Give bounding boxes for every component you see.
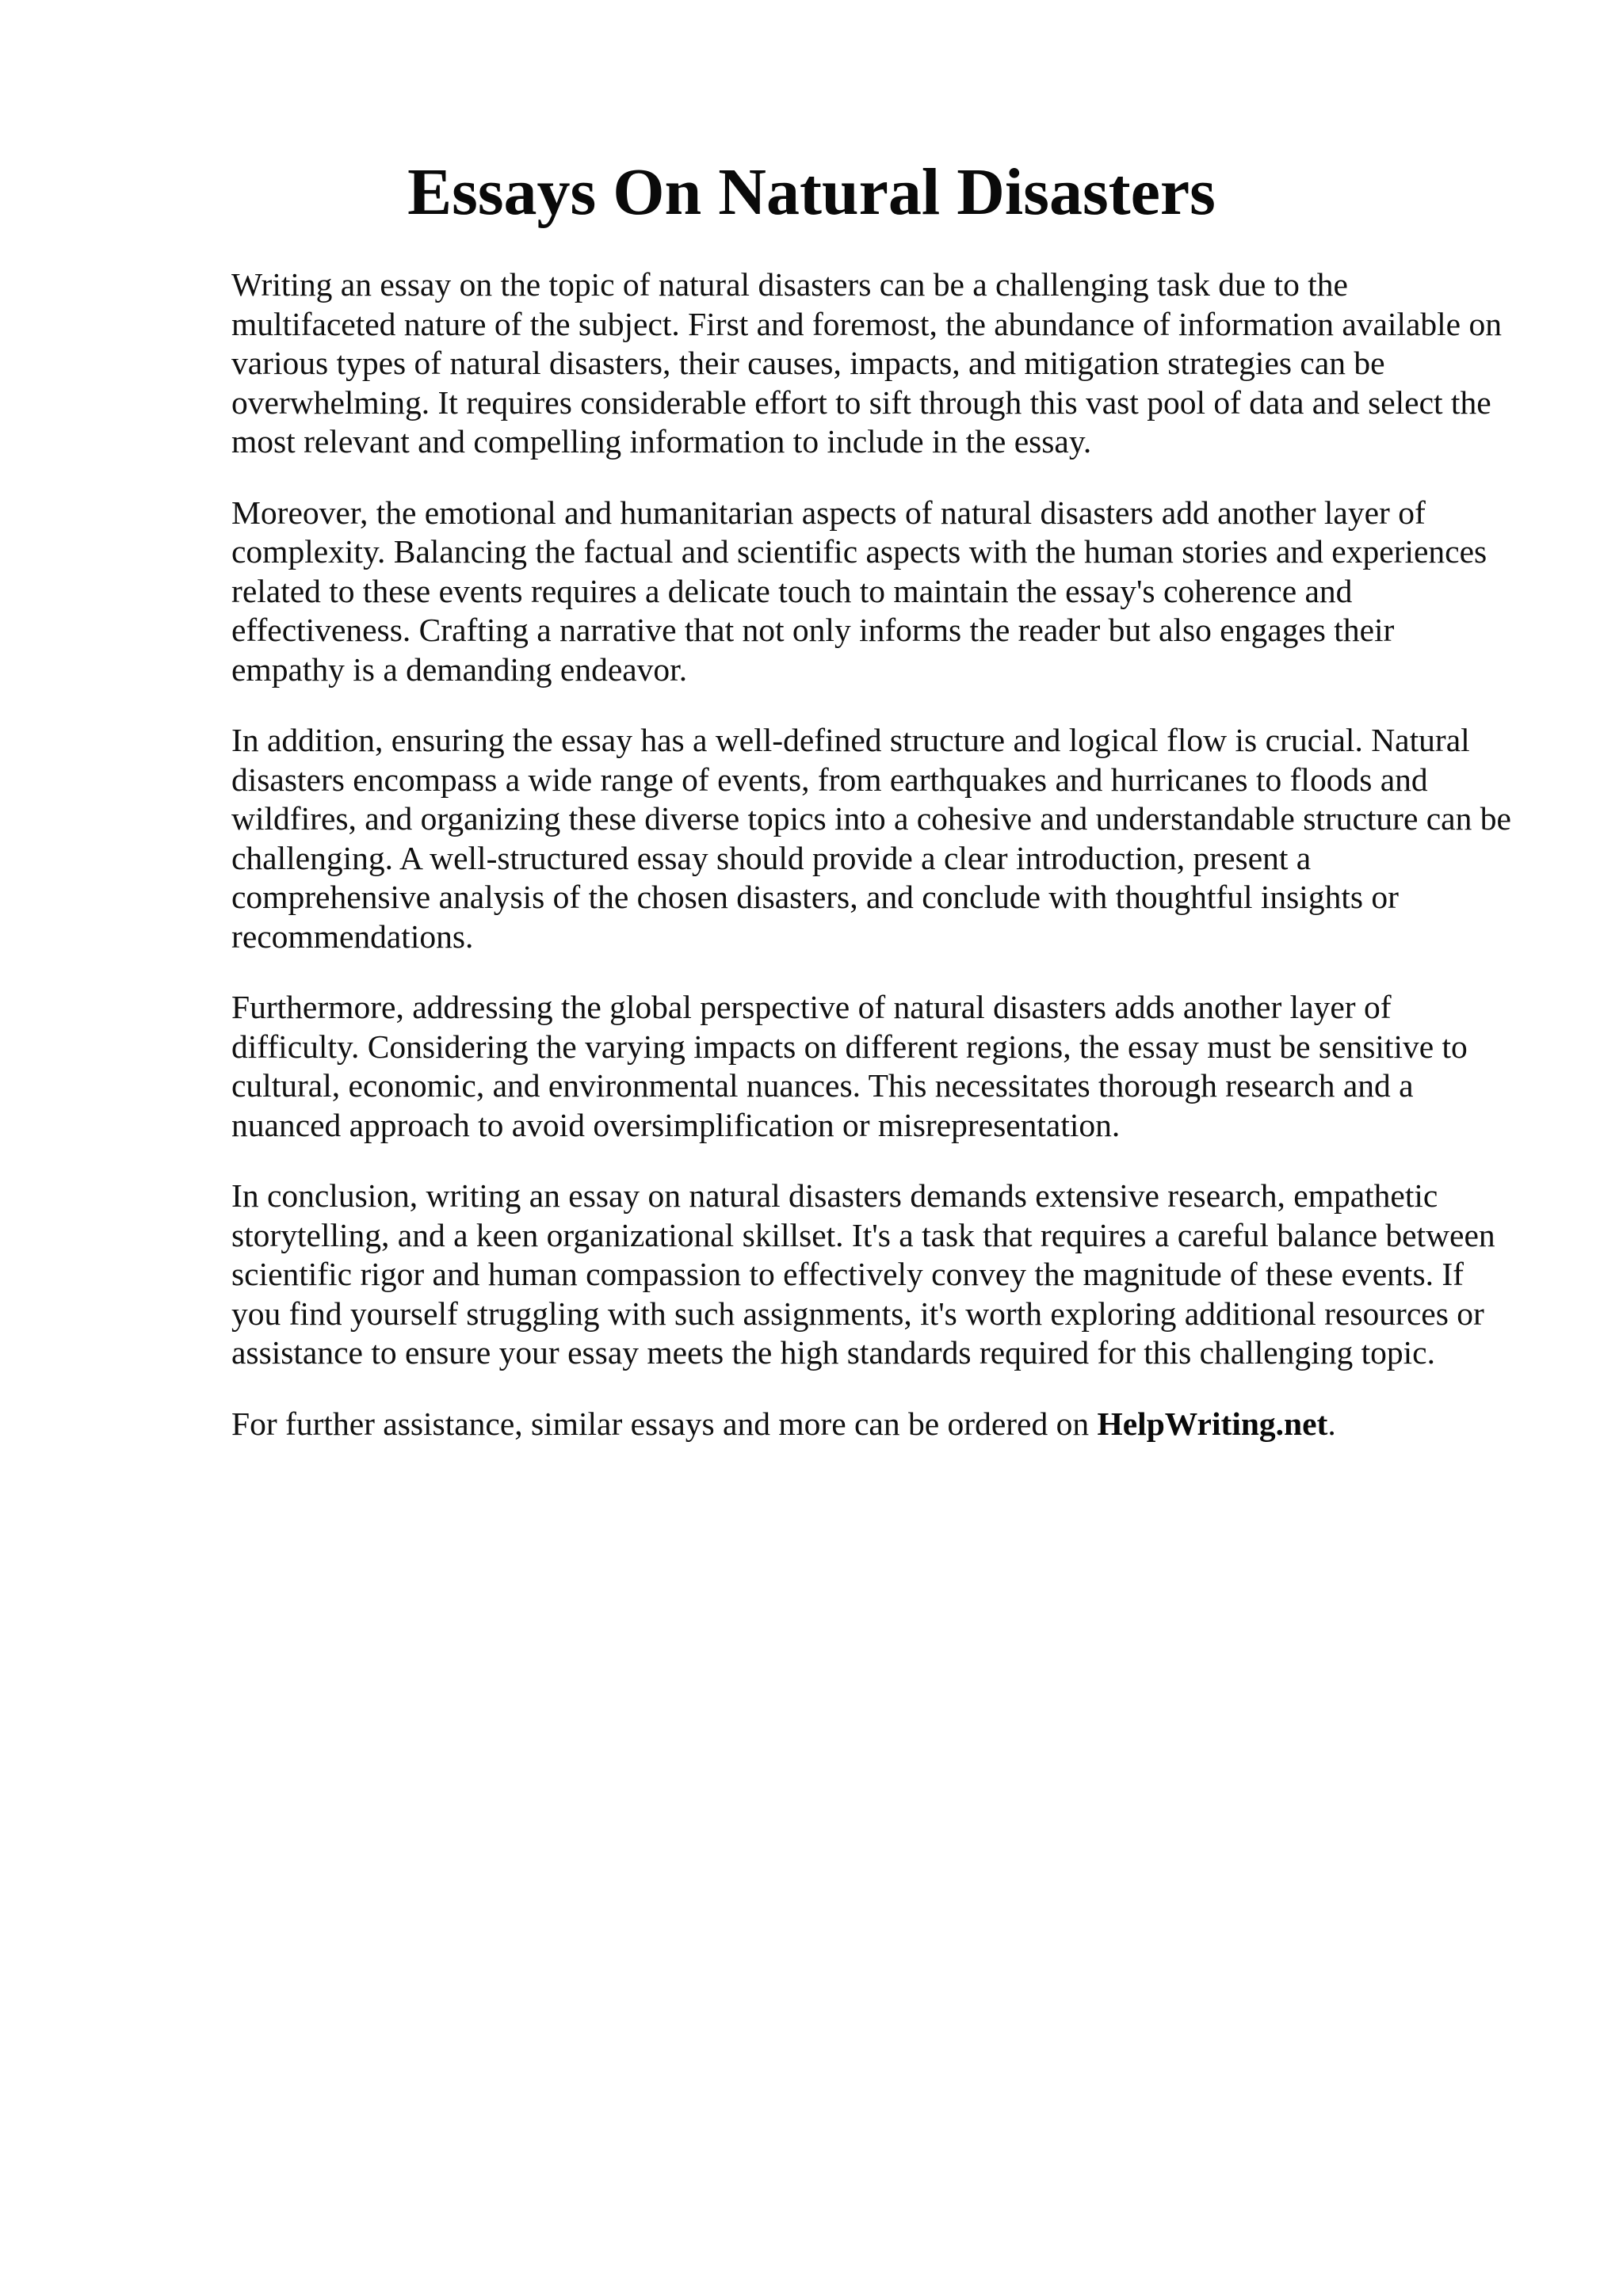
brand-name: HelpWriting.net — [1097, 1405, 1328, 1442]
essay-body — [231, 265, 1515, 1475]
closing-paragraph — [231, 1405, 1515, 1444]
paragraph-3: In addition, ensuring the essay has a well-defined structure and logical flow is crucial. Natural disasters encompass a wide range of events, from earthquakes and hurricanes to floods and wildfires, and organizing these diverse topics into a cohesive and understandable structure can be challenging. A well-structured essay should provide a clear introduction, present a comprehensive analysis of the chosen disasters, and conclude with thoughtful insights or recommendations. — [231, 722, 1511, 955]
closing-text: For further assistance, similar essays and more can be ordered on — [231, 1405, 1098, 1442]
paragraph-1: Writing an essay on the topic of natural disasters can be a challenging task due to the multifaceted nature of the subject. First and foremost, the abundance of information available on various types of natural disasters, their causes, impacts, and mitigation strategies can be overwhelming. It requires considerable effort to sift through this vast pool of data and select the most relevant and compelling information to include in the essay. — [231, 266, 1502, 460]
paragraph-2: Moreover, the emotional and humanitarian aspects of natural disasters add another layer of complexity. Balancing the factual and scientific aspects with the human stories and experiences related to these events requires a delicate touch to maintain the essay's coherence and effectiveness. Crafting a narrative that not only informs the reader but also engages their empathy is a demanding endeavor. — [231, 494, 1487, 688]
paragraph-4: Furthermore, addressing the global perspective of natural disasters adds another layer of difficulty. Considering the varying impacts on different regions, the essay must be sensitive to cultural, economic, and environmental nuances. This necessitates thorough research and a nuanced approach to avoid oversimplification or misrepresentation. — [231, 989, 1468, 1143]
page-title: Essays On Natural Disasters — [407, 155, 1216, 229]
closing-period: . — [1327, 1405, 1336, 1442]
paragraph-5: In conclusion, writing an essay on natural disasters demands extensive research, empathetic storytelling, and a keen organizational skillset. It's a task that requires a careful balance between scientific rigor and human compassion to effectively convey the magnitude of these events. If you find yourself struggling with such assignments, it's worth exploring additional resources or assistance to ensure your essay meets the high standards required for this challenging topic. — [231, 1177, 1495, 1371]
